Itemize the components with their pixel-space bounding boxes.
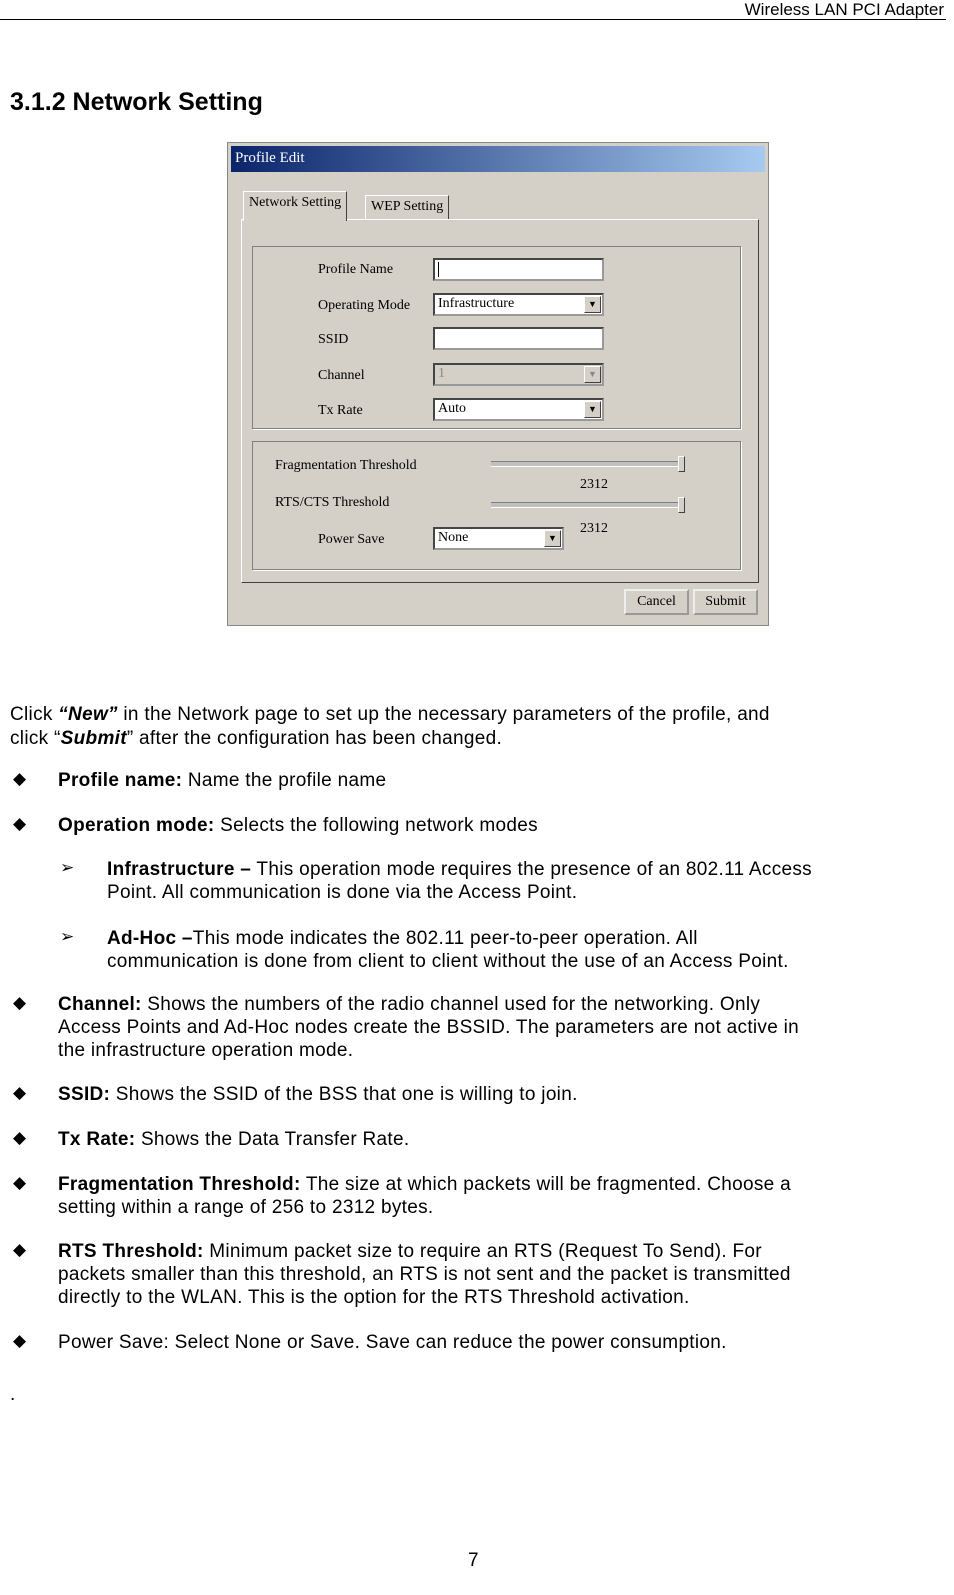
power-save-select[interactable] [433, 527, 564, 550]
fragmentation-threshold-label: Fragmentation Threshold [275, 458, 417, 473]
item-term: Channel: [58, 994, 142, 1015]
item-term: RTS Threshold: [58, 1241, 204, 1262]
item-rts-threshold [58, 1240, 791, 1309]
cancel-button[interactable]: Cancel [624, 589, 689, 615]
tx-rate-value: Auto [438, 401, 466, 416]
intro-text: click “ [10, 728, 61, 749]
power-save-label: Power Save [318, 532, 385, 547]
item-power-save [58, 1331, 727, 1354]
ssid-label: SSID [318, 332, 349, 347]
item-ssid [58, 1083, 578, 1106]
ssid-input[interactable] [433, 327, 604, 350]
item-desc: This mode indicates the 802.11 peer-to-peer operation. All [192, 928, 698, 949]
item-term: Ad-Hoc – [107, 928, 193, 949]
diamond-bullet-icon: ◆ [13, 1128, 27, 1147]
diamond-bullet-icon: ◆ [13, 1240, 27, 1259]
page-number: 7 [468, 1550, 479, 1571]
item-adhoc [107, 927, 789, 973]
intro-line-2 [10, 727, 502, 750]
dialog-title: Profile Edit [235, 150, 305, 166]
operating-mode-label: Operating Mode [318, 298, 411, 313]
basic-settings-group [252, 246, 741, 429]
item-desc: directly to the WLAN. This is the option for the RTS Threshold activation. [58, 1287, 690, 1308]
diamond-bullet-icon: ◆ [13, 769, 27, 788]
operating-mode-select[interactable] [433, 293, 604, 316]
chevron-down-icon[interactable]: ▼ [544, 530, 561, 547]
diamond-bullet-icon: ◆ [13, 1083, 27, 1102]
item-desc: Point. All communication is done via the Access Point. [107, 882, 578, 903]
item-desc: Shows the Data Transfer Rate. [135, 1129, 410, 1150]
intro-line-1 [10, 703, 770, 726]
item-desc: setting within a range of 256 to 2312 bytes. [58, 1197, 434, 1218]
chevron-down-icon[interactable]: ▼ [584, 401, 601, 418]
item-desc: Access Points and Ad-Hoc nodes create the BSSID. The parameters are not active in [58, 1017, 800, 1038]
arrow-bullet-icon: ➢ [60, 927, 75, 946]
item-desc: This operation mode requires the presence of an 802.11 Access [251, 859, 812, 880]
tab-wep-setting[interactable]: WEP Setting [365, 195, 449, 220]
item-desc: Shows the SSID of the BSS that one is willing to join. [110, 1084, 578, 1105]
item-desc: Shows the numbers of the radio channel used for the networking. Only [141, 994, 761, 1015]
rts-threshold-slider[interactable] [678, 497, 685, 513]
power-save-value: None [438, 530, 469, 545]
advanced-settings-group [252, 441, 741, 570]
item-term: Fragmentation Threshold: [58, 1174, 301, 1195]
item-desc: communication is done from client to client without the use of an Access Point. [107, 951, 789, 972]
channel-select[interactable] [433, 363, 604, 386]
operating-mode-value: Infrastructure [438, 296, 515, 311]
item-term: Profile name: [58, 770, 183, 791]
item-fragmentation-threshold [58, 1173, 791, 1219]
arrow-bullet-icon: ➢ [60, 858, 75, 877]
fragmentation-threshold-slider[interactable] [678, 456, 685, 472]
item-desc: the infrastructure operation mode. [58, 1040, 354, 1061]
item-term: Tx Rate: [58, 1129, 136, 1150]
item-term: Operation mode: [58, 815, 215, 836]
submit-button[interactable]: Submit [693, 589, 758, 615]
item-desc: The size at which packets will be fragmented. Choose a [300, 1174, 791, 1195]
item-profile-name [58, 769, 386, 792]
tab-network-setting[interactable]: Network Setting [243, 191, 347, 221]
tx-rate-select[interactable] [433, 398, 604, 421]
item-desc: Name the profile name [182, 770, 387, 791]
intro-text: in the Network page to set up the necessary parameters of the profile, and [117, 704, 770, 725]
dialog-titlebar [231, 146, 765, 172]
tab-page [241, 219, 759, 583]
profile-edit-dialog [227, 142, 769, 626]
item-infrastructure [107, 858, 812, 904]
item-desc: Minimum packet size to require an RTS (Request To Send). For [203, 1241, 762, 1262]
profile-name-input[interactable] [433, 258, 604, 281]
rts-threshold-value: 2312 [580, 521, 608, 536]
header-title: Wireless LAN PCI Adapter [744, 0, 944, 19]
intro-text: Click [10, 704, 59, 725]
diamond-bullet-icon: ◆ [13, 814, 27, 833]
diamond-bullet-icon: ◆ [13, 1173, 27, 1192]
fragmentation-threshold-track[interactable] [491, 461, 683, 467]
section-title: 3.1.2 Network Setting [10, 88, 263, 116]
trailing-dot: . [10, 1384, 16, 1405]
item-desc: Power Save: Select None or Save. Save can reduce the power consumption. [58, 1332, 727, 1353]
item-channel [58, 993, 799, 1062]
intro-text: ” after the configuration has been changed. [126, 728, 503, 749]
item-desc: packets smaller than this threshold, an RTS is not sent and the packet is transmitted [58, 1264, 791, 1285]
item-term: SSID: [58, 1084, 111, 1105]
item-tx-rate [58, 1128, 409, 1151]
profile-name-label: Profile Name [318, 262, 394, 277]
channel-label: Channel [318, 368, 365, 383]
page-header [0, 0, 946, 20]
tx-rate-label: Tx Rate [318, 403, 363, 418]
chevron-down-icon[interactable]: ▼ [584, 296, 601, 313]
fragmentation-threshold-value: 2312 [580, 477, 608, 492]
chevron-down-icon[interactable]: ▼ [584, 366, 601, 383]
rts-threshold-track[interactable] [491, 502, 683, 508]
diamond-bullet-icon: ◆ [13, 993, 27, 1012]
rts-threshold-label: RTS/CTS Threshold [275, 495, 390, 510]
channel-value: 1 [438, 366, 445, 381]
item-operation-mode [58, 814, 538, 837]
item-term: Infrastructure – [107, 859, 252, 880]
intro-new: “New” [58, 704, 118, 725]
item-desc: Selects the following network modes [214, 815, 538, 836]
diamond-bullet-icon: ◆ [13, 1331, 27, 1350]
intro-submit: Submit [60, 728, 127, 749]
